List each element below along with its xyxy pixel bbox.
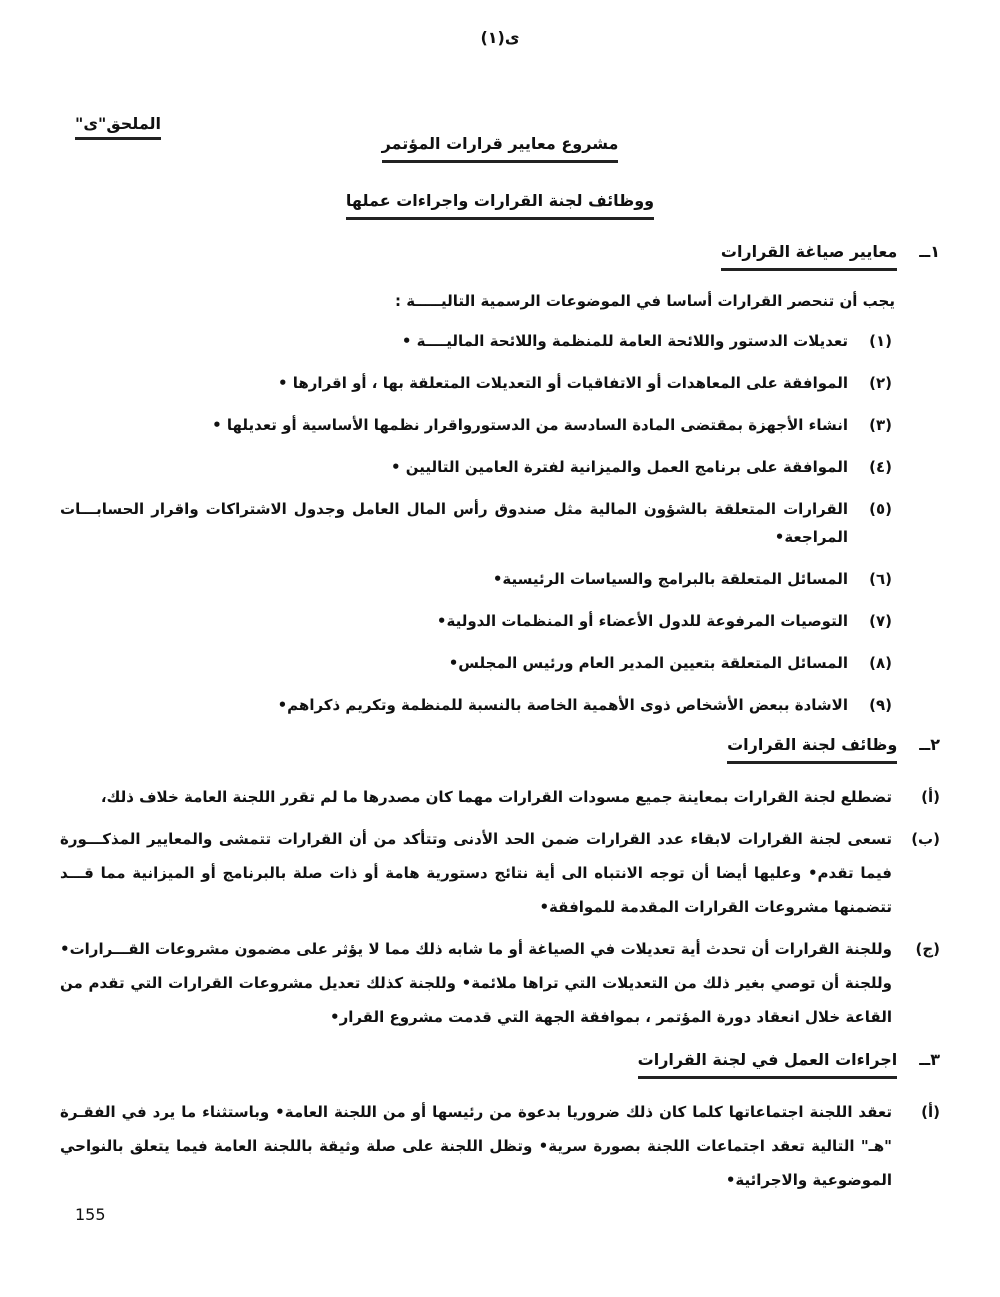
- list-item: المسائل المتعلقة بالبرامج والسياسات الرئيسية•: [492, 570, 848, 588]
- list-item: الاشادة ببعض الأشخاص ذوى الأهمية الخاصة بالنسبة للمنظمة وتكريم ذكراهم•: [277, 696, 848, 714]
- list-item: تعديلات الدستور واللائحة العامة للمنظمة واللائحة الماليــــة •: [401, 332, 848, 350]
- page-number: 155: [75, 1205, 106, 1224]
- item-number: (أ): [921, 788, 940, 806]
- section-2-heading: وظائف لجنة القرارات: [727, 733, 897, 764]
- paragraph-line: تسعى لجنة القرارات لابقاء عدد القرارات ضمن الحد الأدنى وتتأكد من أن القرارات تتمشى والمعايير المذكـــورة: [60, 830, 892, 848]
- paragraph-line: وللجنة القرارات أن تحدث أية تعديلات في الصياغة أو ما شابه ذلك مما لا يؤثر على مضمون مشروعات القـــرارات•: [60, 940, 892, 958]
- section-2: [60, 733, 940, 1034]
- list-item: الموافقة على برنامج العمل والميزانية لفترة العامين التاليين •: [390, 458, 848, 476]
- paragraph-line: وللجنة أن توصي بغير ذلك من التعديلات التي تراها ملائمة• وللجنة كذلك تعديل مشروعات القرارات التي تقدم من: [60, 974, 892, 992]
- list-item: الموافقة على المعاهدات أو الاتفاقيات أو التعديلات المتعلقة بها ، أو اقرارها •: [277, 374, 848, 392]
- paragraph-line: تضطلع لجنة القرارات بمعاينة جميع مسودات القرارات مهما كان مصدرها ما لم تقرر اللجنة العامة خلاف ذلك،: [100, 788, 892, 806]
- item-number: (٢): [869, 374, 892, 392]
- section-1: [60, 240, 940, 719]
- annex-label: الملحق"ى": [75, 114, 161, 140]
- item-number: (٦): [869, 570, 892, 588]
- section-1-number: ١ــ: [919, 242, 940, 261]
- list-item: المسائل المتعلقة بتعيين المدير العام ورئيس المجلس•: [448, 654, 848, 672]
- list-item: القرارات المتعلقة بالشؤون المالية مثل صندوق رأس المال العامل وجدول الاشتراكات واقرار الحسابـــات: [60, 500, 848, 518]
- item-number: (ج): [915, 940, 940, 958]
- document-subtitle: ووظائف لجنة القرارات واجراءات عملها: [346, 189, 654, 220]
- section-3-heading: اجراءات العمل في لجنة القرارات: [638, 1048, 898, 1079]
- paragraph-line: فيما تقدم• وعليها أيضا أن توجه الانتباه الى أية نتائج دستورية هامة أو ذات صلة بالبرنامج أو الميزانية مما قـــد: [60, 864, 892, 882]
- page-reference: ى(١): [480, 28, 520, 47]
- list-item-continuation: المراجعة•: [774, 528, 848, 546]
- list-item: انشاء الأجهزة بمقتضى المادة السادسة من الدستورواقرار نظمها الأساسية أو تعديلها •: [212, 416, 848, 434]
- item-number: (١): [869, 332, 892, 350]
- paragraph-line: القاعة خلال انعقاد دورة المؤتمر ، بموافقة الجهة التي قدمت مشروع القرار•: [329, 1008, 892, 1026]
- item-number: (أ): [921, 1103, 940, 1121]
- item-number: (ب): [911, 830, 940, 848]
- item-number: (٧): [869, 612, 892, 630]
- section-3-number: ٣ــ: [919, 1050, 940, 1069]
- section-2-number: ٢ــ: [919, 735, 940, 754]
- list-item: التوصيات المرفوعة للدول الأعضاء أو المنظمات الدولية•: [436, 612, 848, 630]
- section-1-heading: معايير صياغة القرارات: [721, 240, 897, 271]
- paragraph-line: تتضمنها مشروعات القرارات المقدمة للموافقة•: [539, 898, 892, 916]
- item-number: (٤): [869, 458, 892, 476]
- item-number: (٨): [869, 654, 892, 672]
- item-number: (٥): [869, 500, 892, 518]
- paragraph-line: تعقد اللجنة اجتماعاتها كلما كان ذلك ضروريا بدعوة من رئيسها أو من اللجنة العامة• وباستثناء ما يرد في الفقـرة: [60, 1103, 892, 1121]
- item-number: (٩): [869, 696, 892, 714]
- document-title: مشروع معايير قرارات المؤتمر: [382, 132, 619, 163]
- paragraph-line: الموضوعية والاجرائية•: [725, 1171, 892, 1189]
- item-number: (٣): [869, 416, 892, 434]
- paragraph-line: "هـ" التالية تعقد اجتماعات اللجنة بصورة سرية• وتظل اللجنة على صلة وثيقة باللجنة العامة فيما يتعلق بالنواحي: [60, 1137, 892, 1155]
- section-3: [60, 1048, 940, 1197]
- section-1-intro: يجب أن تنحصر القرارات أساسا في الموضوعات الرسمية التاليـــــة :: [395, 292, 895, 310]
